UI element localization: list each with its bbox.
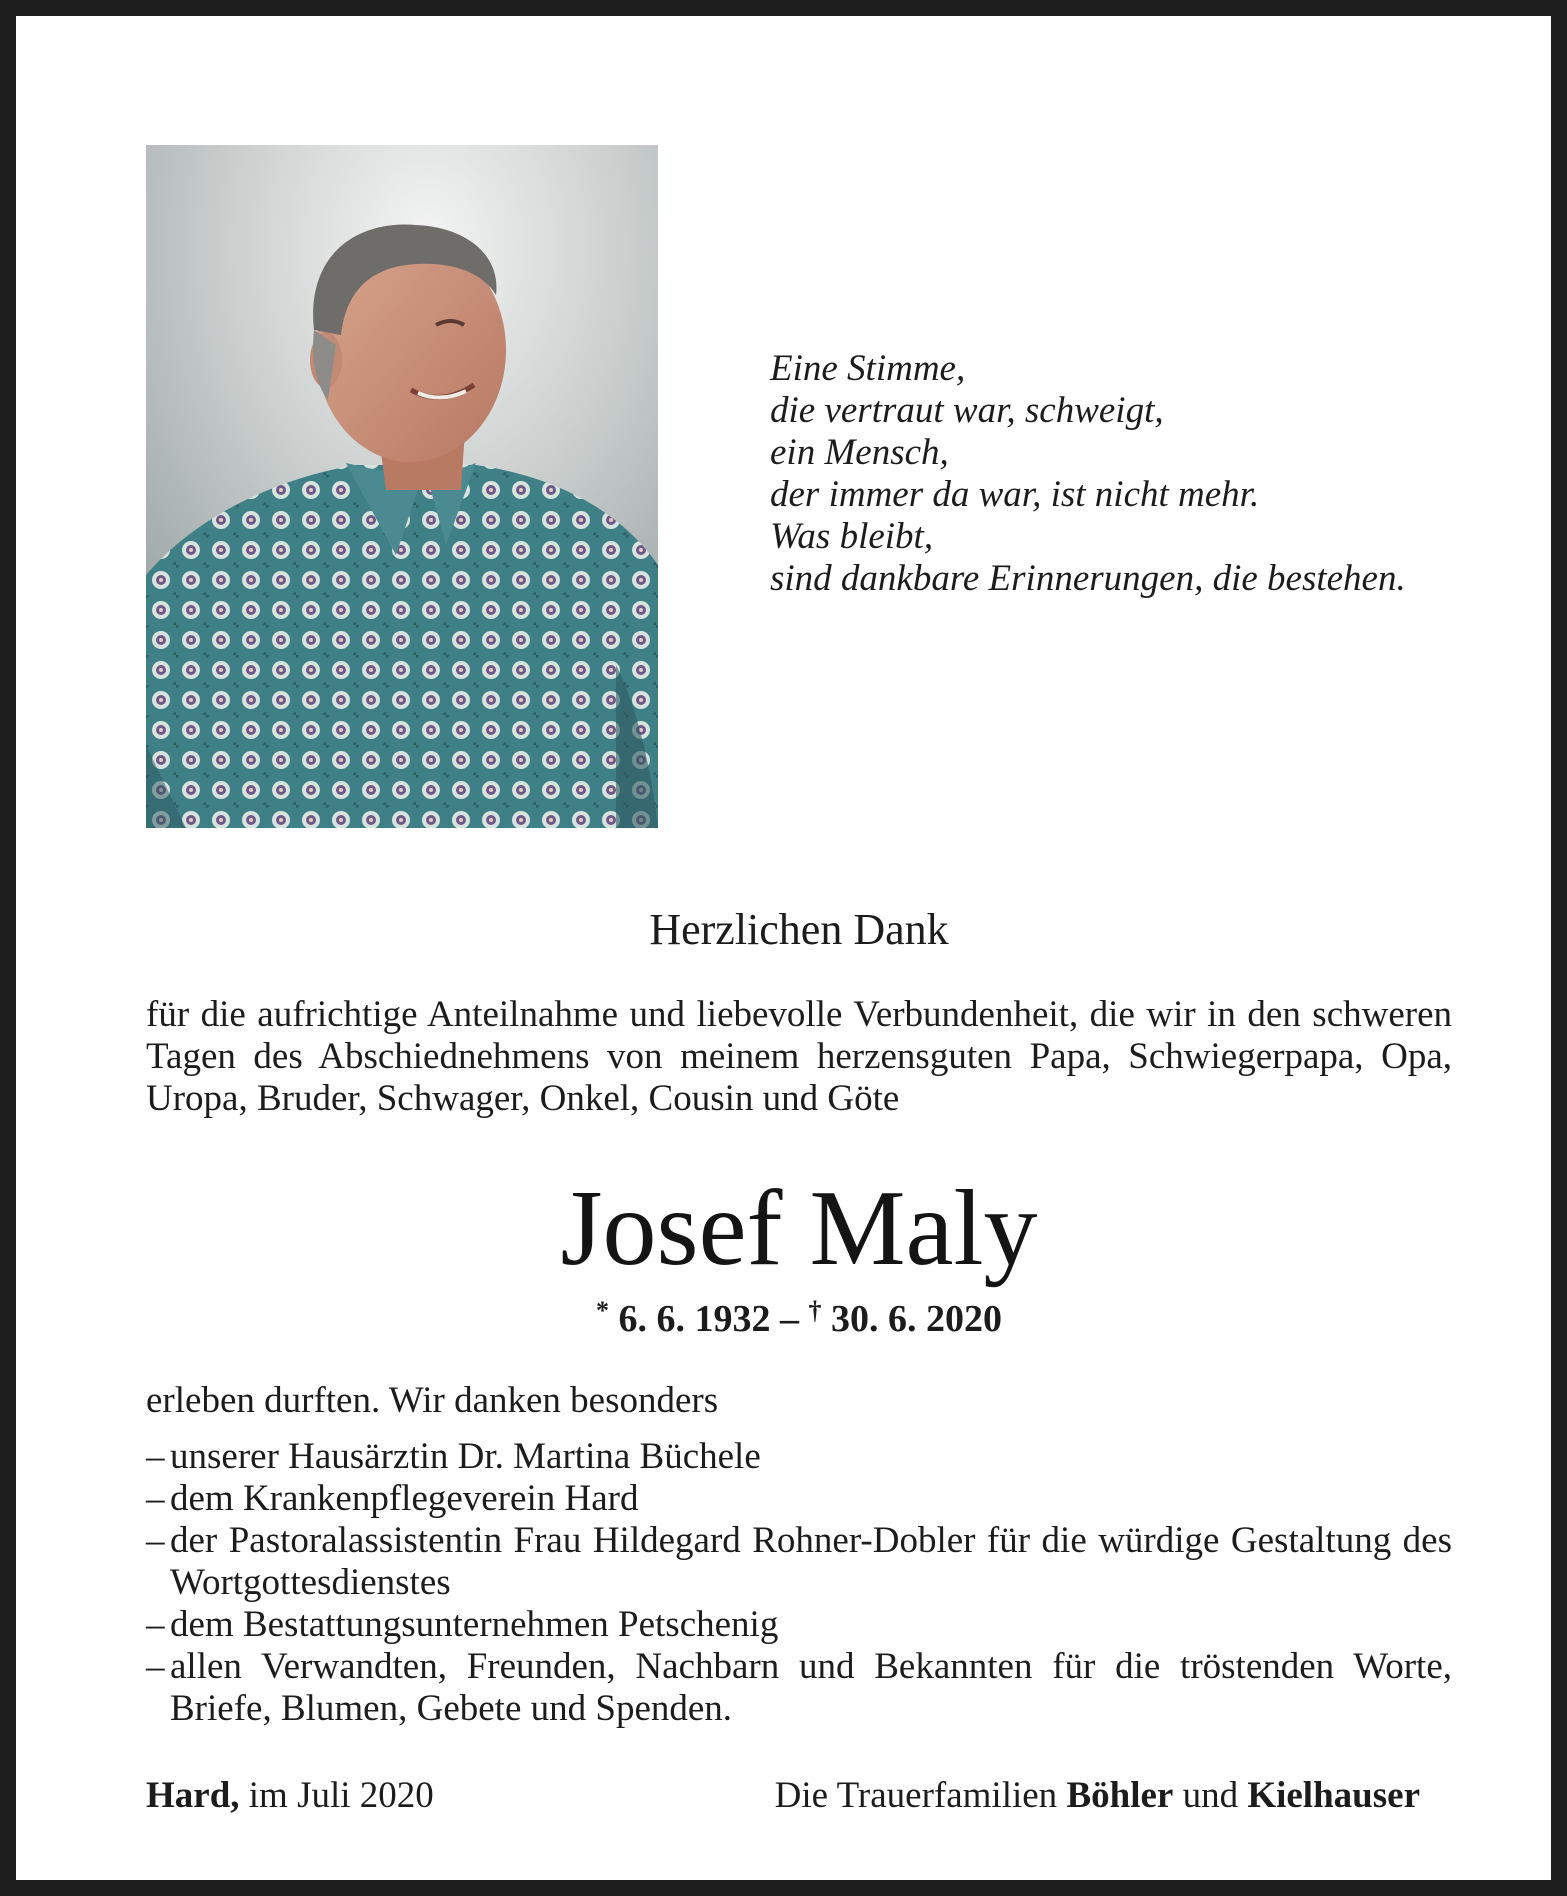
place-name: Hard,: [146, 1775, 240, 1816]
poem-line: der immer da war, ist nicht mehr.: [770, 474, 1260, 515]
list-item: [146, 1520, 1452, 1604]
life-dates: [146, 1296, 1452, 1341]
poem-line: Was bleibt,: [770, 516, 934, 557]
poem-line: Eine Stimme,: [770, 348, 966, 389]
birth-date: 6. 6. 1932: [618, 1298, 771, 1340]
family-conjunction: und: [1182, 1775, 1239, 1816]
birth-symbol: *: [596, 1296, 609, 1325]
list-dash: –: [146, 1604, 165, 1645]
thanks-list: [146, 1436, 1452, 1730]
memorial-poem: [770, 348, 1470, 600]
death-symbol: †: [808, 1296, 822, 1325]
thanks-intro: erleben durften. Wir danken besonders: [146, 1380, 719, 1421]
portrait-photo: [146, 145, 658, 828]
list-item-text: dem Bestattungsunternehmen Petschenig: [170, 1604, 779, 1645]
death-date: 30. 6. 2020: [831, 1298, 1002, 1340]
list-item: [146, 1478, 1452, 1520]
family-name-1: Böhler: [1066, 1775, 1174, 1816]
poem-line: sind dankbare Erinnerungen, die bestehen.: [770, 558, 1406, 599]
family-prefix: Die Trauerfamilien: [774, 1775, 1058, 1816]
list-item: [146, 1436, 1452, 1478]
thanks-heading: Herzlichen Dank: [649, 905, 949, 954]
family-name-2: Kielhauser: [1247, 1775, 1420, 1816]
list-item: [146, 1646, 1452, 1730]
date-separator: –: [780, 1298, 799, 1340]
poem-line: die vertraut war, schweigt,: [770, 390, 1164, 431]
list-dash: –: [146, 1436, 165, 1477]
list-dash: –: [146, 1520, 165, 1561]
family-signature: [775, 1774, 1420, 1817]
poem-line: ein Mensch,: [770, 432, 949, 473]
list-item-text: unserer Hausärztin Dr. Martina Büchele: [170, 1436, 761, 1477]
list-item-text: der Pastoralassistentin Frau Hildegard Rohner-Dobler für die würdige Gestaltung des Wortgottesdienstes: [170, 1520, 1452, 1603]
place-date: [146, 1774, 434, 1817]
list-dash: –: [146, 1646, 165, 1687]
intro-paragraph: für die aufrichtige Anteilnahme und liebevolle Verbundenheit, die wir in den schweren Tagen des Abschiednehmens von meinem herzensguten Papa, Schwiegerpapa, Opa, Uropa, Bruder, Schwager, Onkel, Cousin und Göte: [146, 994, 1452, 1119]
list-item-text: dem Krankenpflegeverein Hard: [170, 1478, 639, 1519]
list-item: [146, 1604, 1452, 1646]
list-item-text: allen Verwandten, Freunden, Nachbarn und Bekannten für die tröstenden Worte, Briefe, Blumen, Gebete und Spenden.: [170, 1646, 1452, 1729]
date-text: im Juli 2020: [248, 1775, 434, 1816]
list-dash: –: [146, 1478, 165, 1519]
deceased-name: Josef Maly: [560, 1169, 1038, 1288]
